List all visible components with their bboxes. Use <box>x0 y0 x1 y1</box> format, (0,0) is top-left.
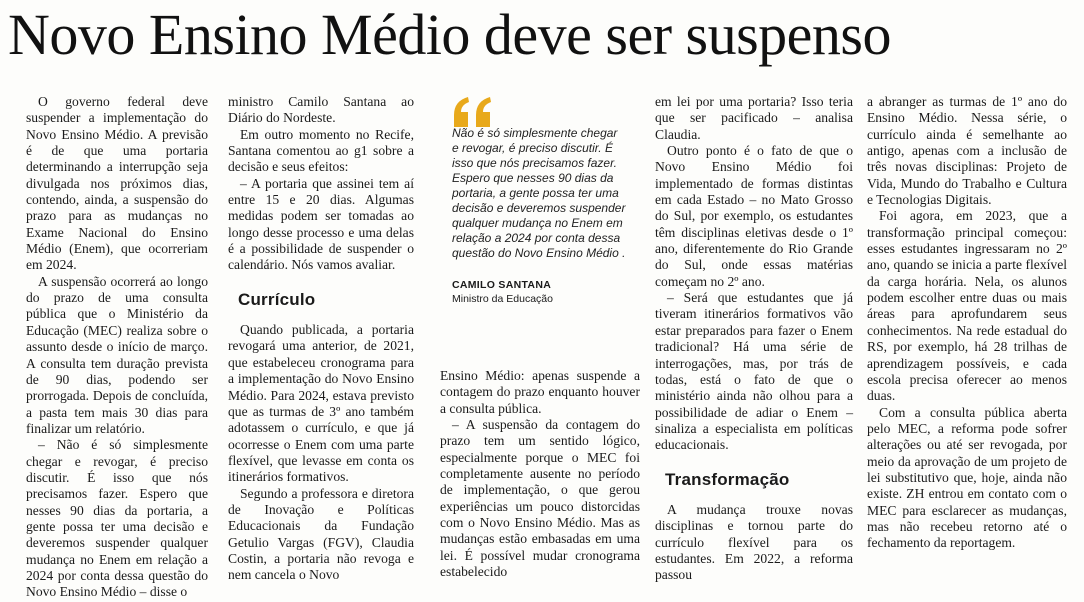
paragraph: Segundo a professora e diretora de Inovação e Políticas Educacionais da Fundação Getulio Vargas (FGV), Claudia Costin, a portaria não revoga e nem cancela o Novo <box>228 485 414 583</box>
paragraph: Quando publicada, a portaria revogará uma anterior, de 2021, que estabeleceu cronograma para a implementação do Novo Ensino Médio. Para 2024, estava previsto que as turmas de 3º ano também adotassem o currículo, e que já ocorresse o Enem com uma parte flexível, que levasse em conta os itinerários formativos. <box>228 322 414 485</box>
article-column-1 <box>26 94 208 601</box>
article-column-4 <box>655 94 853 584</box>
paragraph: ministro Camilo Santana ao Diário do Nordeste. <box>228 94 414 126</box>
section-heading-transformacao: Transformação <box>665 469 790 489</box>
quote-text: Não é só simplesmente chegar e revogar, é preciso discutir. É isso que nós precisamos fazer. Espero que nesses 90 dias da portaria, a gente possa ter uma decisão e deveremos suspender qualquer mudança no Enem em relação a 2024 por conta dessa questão do Novo Ensino Médio . <box>452 126 626 260</box>
paragraph: Com a consulta pública aberta pelo MEC, a reforma pode sofrer alterações ou até ser revogada, por meio da aprovação de um projeto de lei substitutivo que, hoje, ainda não existe. ZH entrou em contato com o MEC para esclarecer as mudanças, mas não recebeu retorno até o fechamento da reportagem. <box>867 404 1067 551</box>
article-column-3 <box>440 368 640 580</box>
paragraph: Ensino Médio: apenas suspende a contagem do prazo enquanto houver a consulta pública. <box>440 368 640 416</box>
quote-mark-icon <box>452 97 494 129</box>
paragraph: – A portaria que assinei tem aí entre 15 e 20 dias. Algumas medidas podem ser tomadas ao longo desse processo e uma delas é a possibilidade de suspender o calendário. Nós vamos avaliar. <box>228 175 414 273</box>
paragraph: Em outro momento no Recife, Santana comentou ao g1 sobre a decisão e seus efeitos: <box>228 126 414 175</box>
paragraph: – A suspensão da contagem do prazo tem um sentido lógico, especialmente porque o MEC foi completamente ausente no período de implementação, o que gerou experiências um pouco distorcidas com o Novo Ensino Médio. Mas as mudanças estão embasadas em uma lei. É possível mudar cronograma estabelecido <box>440 417 640 580</box>
pull-quote <box>452 92 627 305</box>
quote-mark-icon <box>452 92 627 124</box>
paragraph: em lei por uma portaria? Isso teria que ser pacificado – analisa Claudia. <box>655 94 853 142</box>
paragraph: O governo federal deve suspender a implementação do Novo Ensino Médio. A previsão é de que uma portaria determinando a interrupção seja divulgada nos próximos dias, contendo, ainda, a suspensão do prazo para as mudanças no Exame Nacional do Ensino Médio (Enem), que ocorreriam em 2024. <box>26 94 208 273</box>
paragraph: A suspensão ocorrerá ao longo do prazo de uma consulta pública que o Ministério da Educação (MEC) realiza sobre o assunto desde o início de março. A consulta tem duração prevista de 90 dias, podendo ser prorrogada. Depois de concluída, a pasta tem mais 30 dias para finalizar um relatório. <box>26 273 208 436</box>
paragraph: – Não é só simplesmente chegar e revogar, é preciso discutir. É isso que nós precisamos fazer. Espero que nesses 90 dias da portaria, a gente possa ter uma decisão e deveremos suspender qualquer mudança no Enem em relação a 2024 por conta dessa questão do Novo Ensino Médio – disse o <box>26 437 208 600</box>
paragraph: a abranger as turmas de 1º ano do Ensino Médio. Nessa série, o currículo ainda é semelhante ao antigo, apenas com a inclusão de três novas disciplinas: Projeto de Vida, Mundo do Trabalho e Cultura e Tecnologias Digitais. <box>867 94 1067 208</box>
paragraph: Outro ponto é o fato de que o Novo Ensino Médio foi implementado de formas distintas em cada Estado – no Mato Grosso do Sul, por exemplo, os estudantes têm disciplinas eletivas desde o 1º ano, diferentemente do Rio Grande do Sul, onde essas matérias começam no 2º ano. <box>655 143 853 289</box>
section-heading-curriculo: Currículo <box>238 289 316 309</box>
paragraph: A mudança trouxe novas disciplinas e tornou parte do currículo flexível para os estudantes. Em 2022, a reforma passou <box>655 501 853 583</box>
article-column-5 <box>867 94 1067 552</box>
article-column-2 <box>228 94 414 584</box>
paragraph: Foi agora, em 2023, que a transformação principal começou: esses estudantes ingressaram no 2º ano, quando se inicia a parte flexível da carga horária. Nela, os alunos podem escolher entre duas ou mais áreas para aprofundarem seus conhecimentos. Na rede estadual do RS, por exemplo, há 28 trilhas de aprendizagem possíveis, e cada escola precisa oferecer ao menos duas. <box>867 208 1067 404</box>
paragraph: – Será que estudantes que já tiveram itinerários formativos vão estar preparados para fazer o Enem tradicional? Há uma série de interrogações, mas, por trás de todas, está o fato de que o ministério ainda não olhou para a possibilidade de adiar o Enem – sinaliza a especialista em políticas educacionais. <box>655 290 853 453</box>
quote-author: CAMILO SANTANA <box>452 279 552 291</box>
headline: Novo Ensino Médio deve ser suspenso <box>8 2 892 67</box>
quote-author-role: Ministro da Educação <box>452 293 553 305</box>
